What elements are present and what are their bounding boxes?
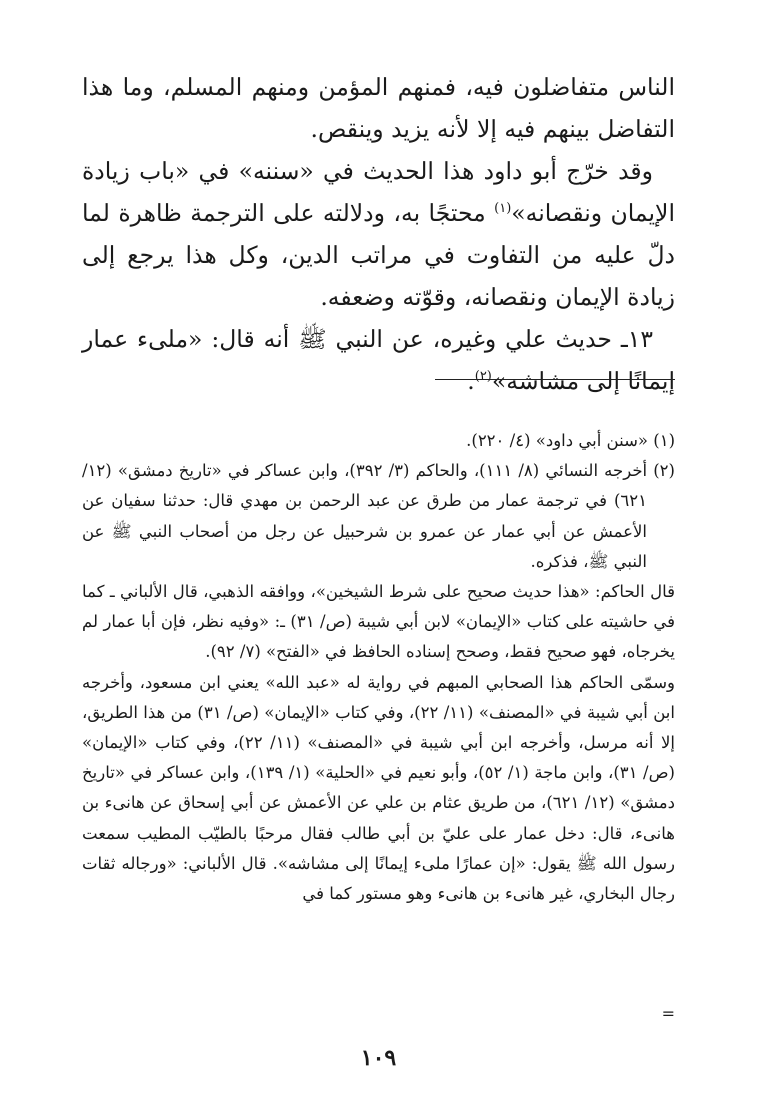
- footnote-1: (١) «سنن أبي داود» (٤/ ٢٢٠).: [466, 431, 675, 450]
- footnote-2: [82, 456, 675, 577]
- paragraph-2-end: محتجًا به، ودلالته على الترجمة ظاهرة لما دلّ عليه من التفاوت في مراتب الدين، وكل هذا يرجع إلى زيادة الإيمان ونقصانه، وقوّته وضعفه.: [82, 199, 675, 311]
- hadith-13-text: ١٣ـ حديث علي وغيره، عن النبي ﷺ أنه قال: «ملىء عمار إيمانًا إلى مشاشه»: [82, 325, 675, 395]
- main-text: [82, 66, 675, 402]
- hadith-13: [82, 318, 675, 402]
- continuation-mark: =: [661, 1004, 675, 1023]
- page-body: [82, 66, 675, 1110]
- footnote-separator: [435, 379, 675, 380]
- paragraph-1: الناس متفاضلون فيه، فمنهم المؤمن ومنهم المسلم، وما هذا التفاضل بينهم فيه إلا لأنه يزيد وينقص.: [82, 73, 675, 143]
- hadith-13-end: .: [467, 367, 475, 395]
- paragraph-2-start: وقد خرّج أبو داود هذا الحديث في «سننه» في «باب زيادة الإيمان ونقصانه»: [82, 157, 675, 227]
- footnote-2-text: (٢) أخرجه النسائي (٨/ ١١١)، والحاكم (٣/ ٣٩٢)، وابن عساكر في «تاريخ دمشق» (١٢/ ٦٢١) في ترجمة عمار من طرق عن عبد الرحمن بن مهدي قال: حدثنا سفيان عن الأعمش عن أبي عمار عن عمرو بن شرحبيل عن رجل من أصحاب النبي ﷺ عن النبي ﷺ، فذكره.: [82, 461, 675, 571]
- footnote-ref-1: (١): [494, 201, 512, 217]
- page-number: ١٠٩: [360, 1045, 397, 1071]
- paragraph-2: [82, 150, 675, 318]
- footnotes: [82, 426, 675, 909]
- footnote-2-paragraph-3: وسمّى الحاكم هذا الصحابي المبهم في رواية له «عبد الله» يعني ابن مسعود، وأخرجه ابن أبي شيبة في «المصنف» (١١/ ٢٢)، وفي كتاب «الإيمان» (ص/ ٣١) من هذا الطريق، إلا أنه مرسل، وأخرجه ابن أبي شيبة في «المصنف» (١١/ ٢٢)، وفي كتاب «الإيمان» (ص/ ٣١)، وابن ماجة (١/ ٥٢)، وأبو نعيم في «الحلية» (١/ ١٣٩)، وابن عساكر في «تاريخ دمشق» (١٢/ ٦٢١)، من طريق عثام بن علي عن الأعمش عن أبي إسحاق عن هانىء بن هانىء، قال: دخل عمار على عليّ بن أبي طالب فقال مرحبًا بالطيّب المطيب سمعت رسول الله ﷺ يقول: «إن عمارًا ملىء إيمانًا إلى مشاشه». قال الألباني: «ورجاله ثقات رجال البخاري، غير هانىء بن هانىء وهو مستور كما في: [82, 672, 675, 904]
- footnote-2-paragraph-2: قال الحاكم: «هذا حديث صحيح على شرط الشيخين»، ووافقه الذهبي، قال الألباني ـ كما في حاشيته على كتاب «الإيمان» لابن أبي شيبة (ص/ ٣١) ـ: «وفيه نظر، فإن أبا عمار لم يخرجاه، فهو صحيح فقط، وصحح إسناده الحافظ في «الفتح» (٧/ ٩٢).: [82, 582, 675, 662]
- footnote-ref-2: (٢): [474, 369, 492, 385]
